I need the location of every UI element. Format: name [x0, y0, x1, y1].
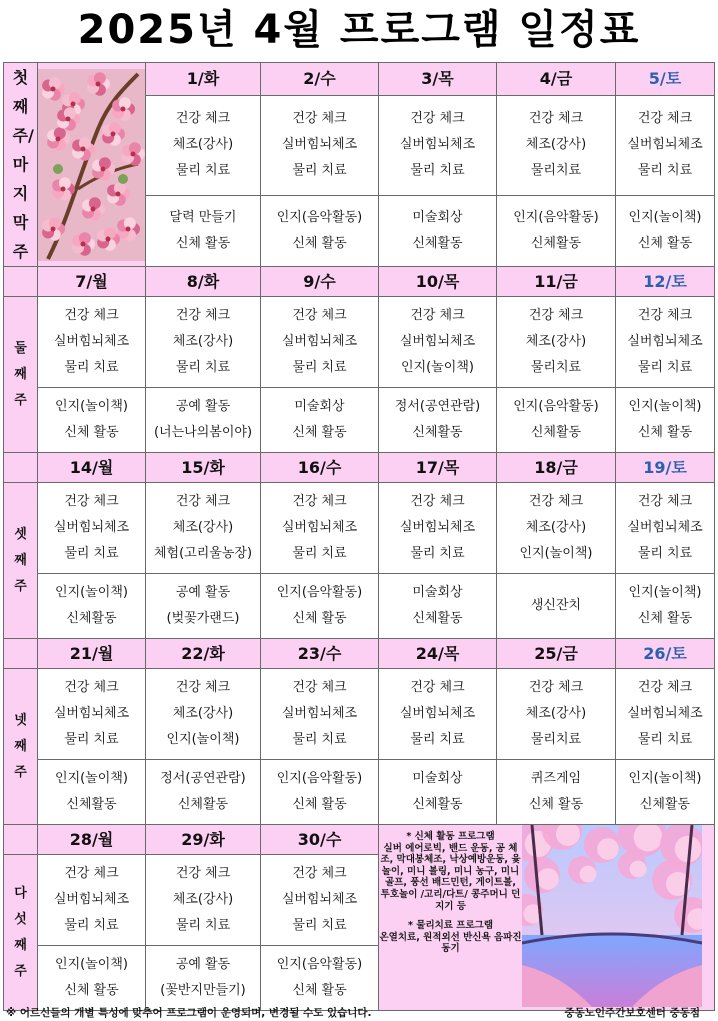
activity-line: 인지(음악활동): [276, 957, 363, 972]
activity-line: 건강 체크: [410, 111, 465, 127]
day-header-row: [4, 639, 715, 669]
afternoon-activity-cell: [146, 574, 261, 639]
activity-line: 신체 활동: [637, 235, 693, 251]
week-label: [4, 669, 38, 825]
afternoon-activity-cell: [261, 946, 379, 1011]
activity-line: 실버힘뇌체조: [281, 706, 358, 721]
activity-line: 인지(놀이책): [55, 771, 128, 786]
morning-activity-cell: [261, 483, 379, 574]
activity-line: 신체 활동: [637, 611, 693, 626]
morning-activity-cell: [261, 297, 379, 388]
activity-line: 신체 활동: [637, 425, 693, 440]
day-header: 2/수: [261, 63, 379, 96]
activity-line: 신체 활동: [64, 983, 119, 998]
morning-activity-cell: [379, 483, 497, 574]
week-label: [4, 297, 38, 453]
morning-activity-cell: [616, 297, 715, 388]
week-label-text: 셋째주: [14, 526, 27, 594]
afternoon-activity-cell: [379, 760, 497, 825]
activity-line: (너는나의봄이야): [153, 425, 253, 440]
activity-line: 신체 활동: [528, 797, 584, 812]
activity-line: 체조(강사): [525, 334, 587, 349]
therapy-program-title: * 물리치료 프로그램: [408, 920, 493, 932]
morning-activity-cell: [146, 855, 261, 946]
activity-line: 신체활동: [66, 611, 117, 626]
activity-line: 건강 체크: [528, 494, 584, 509]
activity-line: 물리 치료: [175, 163, 231, 179]
afternoon-activity-cell: [379, 388, 497, 453]
day-header: 9/수: [261, 267, 379, 297]
activity-line: 체조(강사): [172, 892, 234, 907]
activity-line: 인지(놀이책): [628, 771, 702, 786]
activity-line: 건강 체크: [292, 111, 347, 127]
day-header-row: [4, 453, 715, 483]
therapy-program-body: 온열치료, 원적외선 반신욕 음파진동기: [379, 931, 522, 955]
week-label: [4, 483, 38, 639]
afternoon-activity-cell: [497, 760, 616, 825]
afternoon-row: [4, 574, 715, 639]
activity-line: 실버힘뇌체조: [53, 706, 130, 721]
cherry-blossom-river-picture: [522, 825, 702, 1007]
afternoon-activity-cell: [497, 574, 616, 639]
activity-line: 체험(고리울농장): [153, 546, 253, 561]
activity-line: 인지(놀이책): [166, 732, 240, 747]
activity-line: 실버힘뇌체조: [399, 520, 476, 535]
activity-line: 건강 체크: [292, 866, 347, 881]
physical-program-body: 실버 에어로빅, 밴드 운동, 공 체조, 막대봉체조, 낙상예방운동, 윷놀이, 미니 볼링, 미니 농구, 미니 골프, 풍선 배드민턴, 게이트볼, 투호놀이 /고리/다트/ 콩주머니 던지기 등: [380, 842, 521, 912]
week-label-text: 첫째주/마지막주: [12, 68, 34, 261]
activity-line: 실버힘뇌체조: [281, 520, 358, 535]
morning-activity-cell: [261, 669, 379, 760]
day-header: 7/월: [38, 267, 146, 297]
activity-line: 인지(놀이책): [55, 585, 128, 600]
header-blank: [4, 267, 38, 297]
activity-line: 물리 치료: [292, 918, 347, 933]
activity-line: 실버힘뇌체조: [627, 137, 703, 153]
day-header-row: [4, 63, 715, 96]
day-header: 11/금: [497, 267, 616, 297]
activity-line: 물리 치료: [410, 163, 465, 179]
afternoon-activity-cell: [379, 574, 497, 639]
day-header-row: [4, 267, 715, 297]
morning-activity-cell: [616, 669, 715, 760]
activity-line: 미술회상: [412, 585, 463, 600]
afternoon-activity-cell: [261, 760, 379, 825]
morning-activity-cell: [616, 483, 715, 574]
activity-line: 물리 치료: [410, 546, 465, 561]
activity-line: 정서(공연관람): [160, 771, 246, 786]
morning-activity-cell: [261, 855, 379, 946]
activity-line: 체조(강사): [525, 706, 587, 721]
activity-line: 공예 활동: [175, 957, 231, 972]
activity-line: 물리 치료: [64, 732, 119, 747]
page-title: 2025년 4월 프로그램 일정표: [77, 7, 641, 53]
activity-line: 물리치료: [530, 163, 582, 179]
afternoon-activity-cell: [38, 760, 146, 825]
activity-line: 실버힘뇌체조: [627, 334, 703, 349]
afternoon-activity-cell: [146, 760, 261, 825]
activity-line: 건강 체크: [528, 308, 584, 323]
activity-line: 건강 체크: [410, 308, 465, 323]
activity-line: 물리 치료: [637, 546, 693, 561]
activity-line: (꽃반지만들기): [160, 983, 246, 998]
morning-activity-cell: [38, 669, 146, 760]
morning-activity-cell: [146, 95, 261, 195]
afternoon-activity-cell: [38, 946, 146, 1011]
activity-line: 실버힘뇌체조: [627, 706, 703, 721]
activity-line: 신체활동: [639, 797, 691, 812]
afternoon-activity-cell: [38, 388, 146, 453]
activity-line: 건강 체크: [175, 680, 231, 695]
activity-line: 신체활동: [66, 797, 117, 812]
activity-line: 정서(공연관람): [394, 399, 481, 414]
activity-line: 물리 치료: [292, 546, 347, 561]
activity-line: 신체활동: [412, 425, 463, 440]
day-header: 8/화: [146, 267, 261, 297]
afternoon-activity-cell: [497, 195, 616, 266]
afternoon-row: [4, 388, 715, 453]
day-header: 15/화: [146, 453, 261, 483]
day-header: 1/화: [146, 63, 261, 96]
day-header: 26/토: [616, 639, 715, 669]
activity-line: 체조(강사): [172, 334, 234, 349]
day-header: 29/화: [146, 825, 261, 855]
activity-line: 신체활동: [412, 235, 463, 251]
afternoon-activity-cell: [146, 195, 261, 266]
week-label-text: 넷째주: [14, 712, 27, 780]
activity-line: 신체활동: [412, 611, 463, 626]
activity-line: 신체 활동: [292, 611, 347, 626]
activity-line: 실버힘뇌체조: [399, 137, 476, 153]
activity-line: 실버힘뇌체조: [627, 520, 703, 535]
activity-line: 물리 치료: [410, 732, 465, 747]
afternoon-activity-cell: [616, 574, 715, 639]
morning-activity-cell: [261, 95, 379, 195]
activity-line: 인지(놀이책): [628, 585, 702, 600]
afternoon-activity-cell: [261, 195, 379, 266]
activity-line: (벚꽃가랜드): [166, 611, 240, 626]
afternoon-activity-cell: [497, 388, 616, 453]
activity-line: 건강 체크: [175, 111, 231, 127]
morning-row: [4, 483, 715, 574]
week-label-text: 둘째주: [14, 340, 27, 408]
morning-row: [4, 297, 715, 388]
activity-line: 신체 활동: [175, 235, 231, 251]
activity-line: 신체 활동: [64, 425, 119, 440]
activity-line: 물리 치료: [292, 732, 347, 747]
activity-line: 신체활동: [177, 797, 229, 812]
day-header: 12/토: [616, 267, 715, 297]
notes-text: [379, 825, 522, 1010]
activity-line: 신체활동: [530, 425, 582, 440]
activity-line: 인지(음악활동): [276, 585, 363, 600]
day-header: 23/수: [261, 639, 379, 669]
activity-line: 인지(놀이책): [628, 209, 702, 225]
activity-line: 건강 체크: [292, 494, 347, 509]
header-blank: [4, 639, 38, 669]
afternoon-activity-cell: [146, 946, 261, 1011]
activity-line: 건강 체크: [637, 680, 693, 695]
activity-line: 인지(음악활동): [276, 209, 363, 225]
day-header: 24/목: [379, 639, 497, 669]
footer-note: ※ 어르신들의 개별 특성에 맞추어 프로그램이 운영되며, 변경될 수도 있습니다.: [6, 1007, 372, 1019]
header-blank: [4, 453, 38, 483]
activity-line: 건강 체크: [292, 680, 347, 695]
activity-line: 인지(놀이책): [628, 399, 702, 414]
day-header: 18/금: [497, 453, 616, 483]
activity-line: 인지(음악활동): [513, 399, 599, 414]
activity-line: 신체활동: [530, 235, 582, 251]
morning-activity-cell: [497, 669, 616, 760]
day-header: 16/수: [261, 453, 379, 483]
morning-activity-cell: [146, 297, 261, 388]
therapy-program: [379, 920, 522, 955]
activity-line: 미술회상: [412, 209, 463, 225]
activity-line: 건강 체크: [292, 308, 347, 323]
activity-line: 체조(강사): [525, 520, 587, 535]
activity-line: 건강 체크: [175, 866, 231, 881]
day-header: 17/목: [379, 453, 497, 483]
cherry-blossom-photo: [38, 69, 145, 261]
activity-line: 물리 치료: [64, 360, 119, 375]
activity-line: 물리 치료: [175, 360, 231, 375]
activity-line: 실버힘뇌체조: [53, 334, 130, 349]
physical-program: [379, 831, 522, 912]
program-notes: [379, 825, 715, 1011]
activity-line: 건강 체크: [528, 111, 584, 127]
afternoon-activity-cell: [379, 195, 497, 266]
activity-line: 미술회상: [412, 771, 463, 786]
activity-line: 실버힘뇌체조: [53, 520, 130, 535]
activity-line: 신체 활동: [292, 235, 347, 251]
activity-line: 체조(강사): [525, 137, 587, 153]
week-label: [4, 855, 38, 1011]
activity-line: 건강 체크: [410, 494, 465, 509]
activity-line: 건강 체크: [410, 680, 465, 695]
afternoon-row: [4, 760, 715, 825]
activity-line: 체조(강사): [172, 706, 234, 721]
physical-program-title: * 신체 활동 프로그램: [406, 831, 495, 842]
activity-line: 건강 체크: [175, 494, 231, 509]
morning-activity-cell: [616, 95, 715, 195]
activity-line: 퀴즈게임: [530, 771, 582, 786]
afternoon-activity-cell: [616, 760, 715, 825]
week-label-text: 다섯째주: [14, 885, 27, 979]
day-header: 14/월: [38, 453, 146, 483]
activity-line: 인지(놀이책): [55, 957, 128, 972]
morning-activity-cell: [497, 95, 616, 195]
activity-line: 건강 체크: [637, 494, 693, 509]
day-header: 21/월: [38, 639, 146, 669]
day-header: 22/화: [146, 639, 261, 669]
activity-line: 공예 활동: [175, 585, 231, 600]
activity-line: 물리 치료: [292, 163, 347, 179]
activity-line: 미술회상: [294, 399, 345, 414]
activity-line: 생신잔치: [530, 598, 582, 613]
activity-line: 물리 치료: [292, 360, 347, 375]
afternoon-activity-cell: [616, 388, 715, 453]
activity-line: 건강 체크: [64, 308, 119, 323]
activity-line: 체조(강사): [172, 520, 234, 535]
morning-activity-cell: [146, 483, 261, 574]
day-header: 30/수: [261, 825, 379, 855]
activity-line: 공예 활동: [175, 399, 231, 414]
morning-activity-cell: [497, 483, 616, 574]
activity-line: 달력 만들기: [169, 209, 237, 225]
afternoon-activity-cell: [146, 388, 261, 453]
activity-line: 물리 치료: [175, 918, 231, 933]
morning-row: [4, 669, 715, 760]
activity-line: 실버힘뇌체조: [281, 137, 358, 153]
morning-activity-cell: [146, 669, 261, 760]
activity-line: 물리 치료: [637, 163, 693, 179]
day-header: 10/목: [379, 267, 497, 297]
activity-line: 물리치료: [530, 360, 582, 375]
day-header: 28/월: [38, 825, 146, 855]
activity-line: 신체활동: [412, 797, 463, 812]
activity-line: 인지(음악활동): [276, 771, 363, 786]
activity-line: 신체 활동: [292, 797, 347, 812]
activity-line: 실버힘뇌체조: [53, 892, 130, 907]
activity-line: 건강 체크: [528, 680, 584, 695]
activity-line: 물리치료: [530, 732, 582, 747]
activity-line: 물리 치료: [637, 360, 693, 375]
activity-line: 신체 활동: [292, 425, 347, 440]
activity-line: 인지(놀이책): [519, 546, 593, 561]
header-blank: [4, 825, 38, 855]
afternoon-activity-cell: [616, 195, 715, 266]
activity-line: 체조(강사): [172, 137, 234, 153]
morning-activity-cell: [379, 297, 497, 388]
activity-line: 신체 활동: [292, 983, 347, 998]
afternoon-activity-cell: [261, 388, 379, 453]
activity-line: 건강 체크: [64, 680, 119, 695]
activity-line: 물리 치료: [637, 732, 693, 747]
activity-line: 건강 체크: [64, 494, 119, 509]
day-header: 3/목: [379, 63, 497, 96]
activity-line: 건강 체크: [637, 111, 693, 127]
day-header: 4/금: [497, 63, 616, 96]
photo-cell: [38, 63, 146, 267]
day-header: 19/토: [616, 453, 715, 483]
week-label: [4, 63, 38, 267]
morning-activity-cell: [38, 297, 146, 388]
notes-wrap: [379, 825, 714, 1010]
activity-line: 인지(놀이책): [401, 360, 474, 375]
morning-activity-cell: [38, 483, 146, 574]
activity-line: 실버힘뇌체조: [281, 334, 358, 349]
activity-line: 인지(음악활동): [513, 209, 599, 225]
activity-line: 실버힘뇌체조: [281, 892, 358, 907]
activity-line: 건강 체크: [175, 308, 231, 323]
activity-line: 실버힘뇌체조: [399, 334, 476, 349]
morning-activity-cell: [38, 855, 146, 946]
day-header: 5/토: [616, 63, 715, 96]
afternoon-activity-cell: [261, 574, 379, 639]
day-header-row: [4, 825, 715, 855]
morning-activity-cell: [379, 669, 497, 760]
activity-line: 인지(놀이책): [55, 399, 128, 414]
activity-line: 물리 치료: [64, 918, 119, 933]
day-header: 25/금: [497, 639, 616, 669]
center-name: 중동노인주간보호센터 중동점: [564, 1007, 700, 1019]
morning-activity-cell: [379, 95, 497, 195]
schedule-table: [3, 62, 715, 1011]
afternoon-activity-cell: [38, 574, 146, 639]
activity-line: 건강 체크: [64, 866, 119, 881]
activity-line: 건강 체크: [637, 308, 693, 323]
morning-activity-cell: [497, 297, 616, 388]
activity-line: 물리 치료: [64, 546, 119, 561]
activity-line: 실버힘뇌체조: [399, 706, 476, 721]
footer: [6, 1006, 712, 1020]
